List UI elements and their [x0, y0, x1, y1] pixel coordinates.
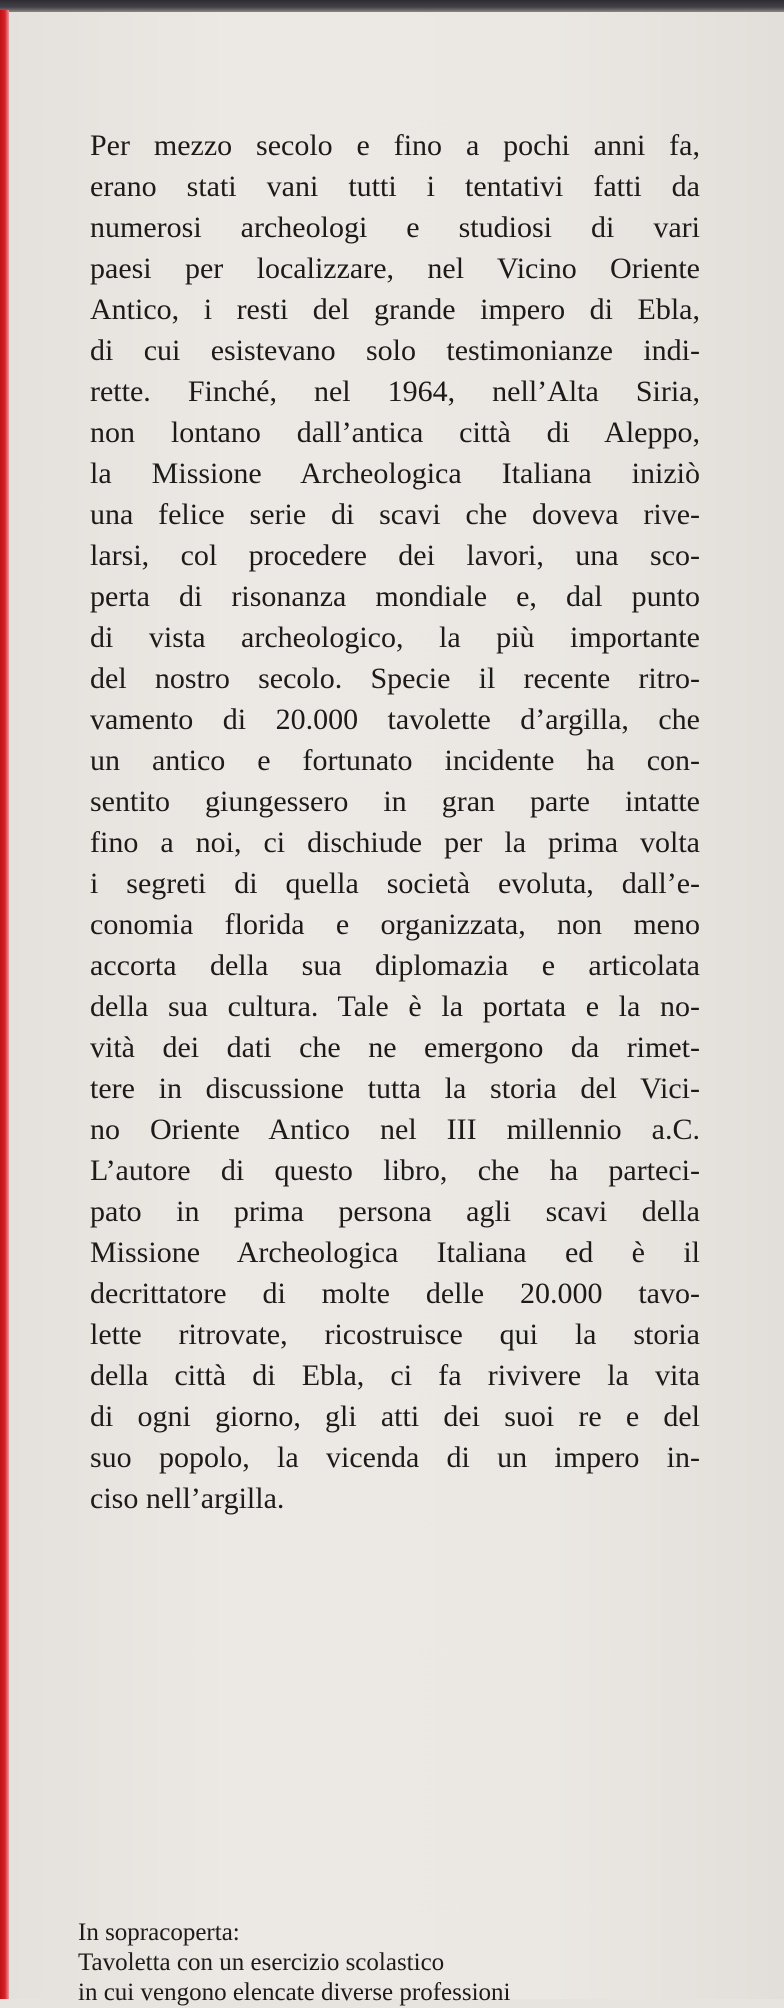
text-line: vità dei dati che ne emergono da rimet-: [90, 1031, 700, 1064]
left-red-cover-edge: [0, 10, 9, 1999]
text-line: Antico, i resti del grande impero di Ebla,: [90, 293, 700, 326]
text-line: i segreti di quella società evoluta, dall’e-: [90, 867, 700, 900]
flap-body-text: [90, 125, 700, 1519]
text-line: no Oriente Antico nel III millennio a.C.: [90, 1113, 700, 1146]
text-line: di ogni giorno, gli atti dei suoi re e del: [90, 1400, 700, 1433]
cover-caption: [78, 1918, 718, 2006]
text-line: del nostro secolo. Specie il recente ritro-: [90, 662, 700, 695]
text-line: pato in prima persona agli scavi della: [90, 1195, 700, 1228]
caption-heading: In sopracoperta:: [78, 1919, 240, 1946]
text-line: della città di Ebla, ci fa rivivere la vita: [90, 1359, 700, 1392]
text-line: della sua cultura. Tale è la portata e la no-: [90, 990, 700, 1023]
text-line: decrittatore di molte delle 20.000 tavo-: [90, 1277, 700, 1310]
caption-line-partial: in cui vengono elencate diverse professioni: [78, 1979, 511, 2006]
text-line: fino a noi, ci dischiude per la prima volta: [90, 826, 700, 859]
text-line: una felice serie di scavi che doveva rive-: [90, 498, 700, 531]
text-line: tere in discussione tutta la storia del Vici-: [90, 1072, 700, 1105]
text-line: ciso nell’argilla.: [90, 1482, 285, 1515]
text-line: un antico e fortunato incidente ha con-: [90, 744, 700, 777]
text-line: rette. Finché, nel 1964, nell’Alta Siria,: [90, 375, 700, 408]
text-line: non lontano dall’antica città di Aleppo,: [90, 416, 700, 449]
caption-line-cut-off: [78, 1978, 718, 2006]
text-line: paesi per localizzare, nel Vicino Oriente: [90, 252, 700, 285]
text-line: L’autore di questo libro, che ha parteci-: [90, 1154, 700, 1187]
text-line: conomia florida e organizzata, non meno: [90, 908, 700, 941]
text-line: suo popolo, la vicenda di un impero in-: [90, 1441, 700, 1474]
text-line: vamento di 20.000 tavolette d’argilla, che: [90, 703, 700, 736]
text-line: Missione Archeologica Italiana ed è il: [90, 1236, 700, 1269]
text-line: perta di risonanza mondiale e, dal punto: [90, 580, 700, 613]
text-line: sentito giungessero in gran parte intatte: [90, 785, 700, 818]
text-line: erano stati vani tutti i tentativi fatti da: [90, 170, 700, 203]
top-edge-shadow: [0, 0, 784, 12]
text-line: accorta della sua diplomazia e articolata: [90, 949, 700, 982]
text-line: numerosi archeologi e studiosi di vari: [90, 211, 700, 244]
text-line: lette ritrovate, ricostruisce qui la storia: [90, 1318, 700, 1351]
text-line: la Missione Archeologica Italiana iniziò: [90, 457, 700, 490]
caption-line: Tavoletta con un esercizio scolastico: [78, 1949, 445, 1976]
text-line: di vista archeologico, la più importante: [90, 621, 700, 654]
text-line: Per mezzo secolo e fino a pochi anni fa,: [90, 129, 700, 162]
text-line: di cui esistevano solo testimonianze indi-: [90, 334, 700, 367]
text-line: larsi, col procedere dei lavori, una sco-: [90, 539, 700, 572]
